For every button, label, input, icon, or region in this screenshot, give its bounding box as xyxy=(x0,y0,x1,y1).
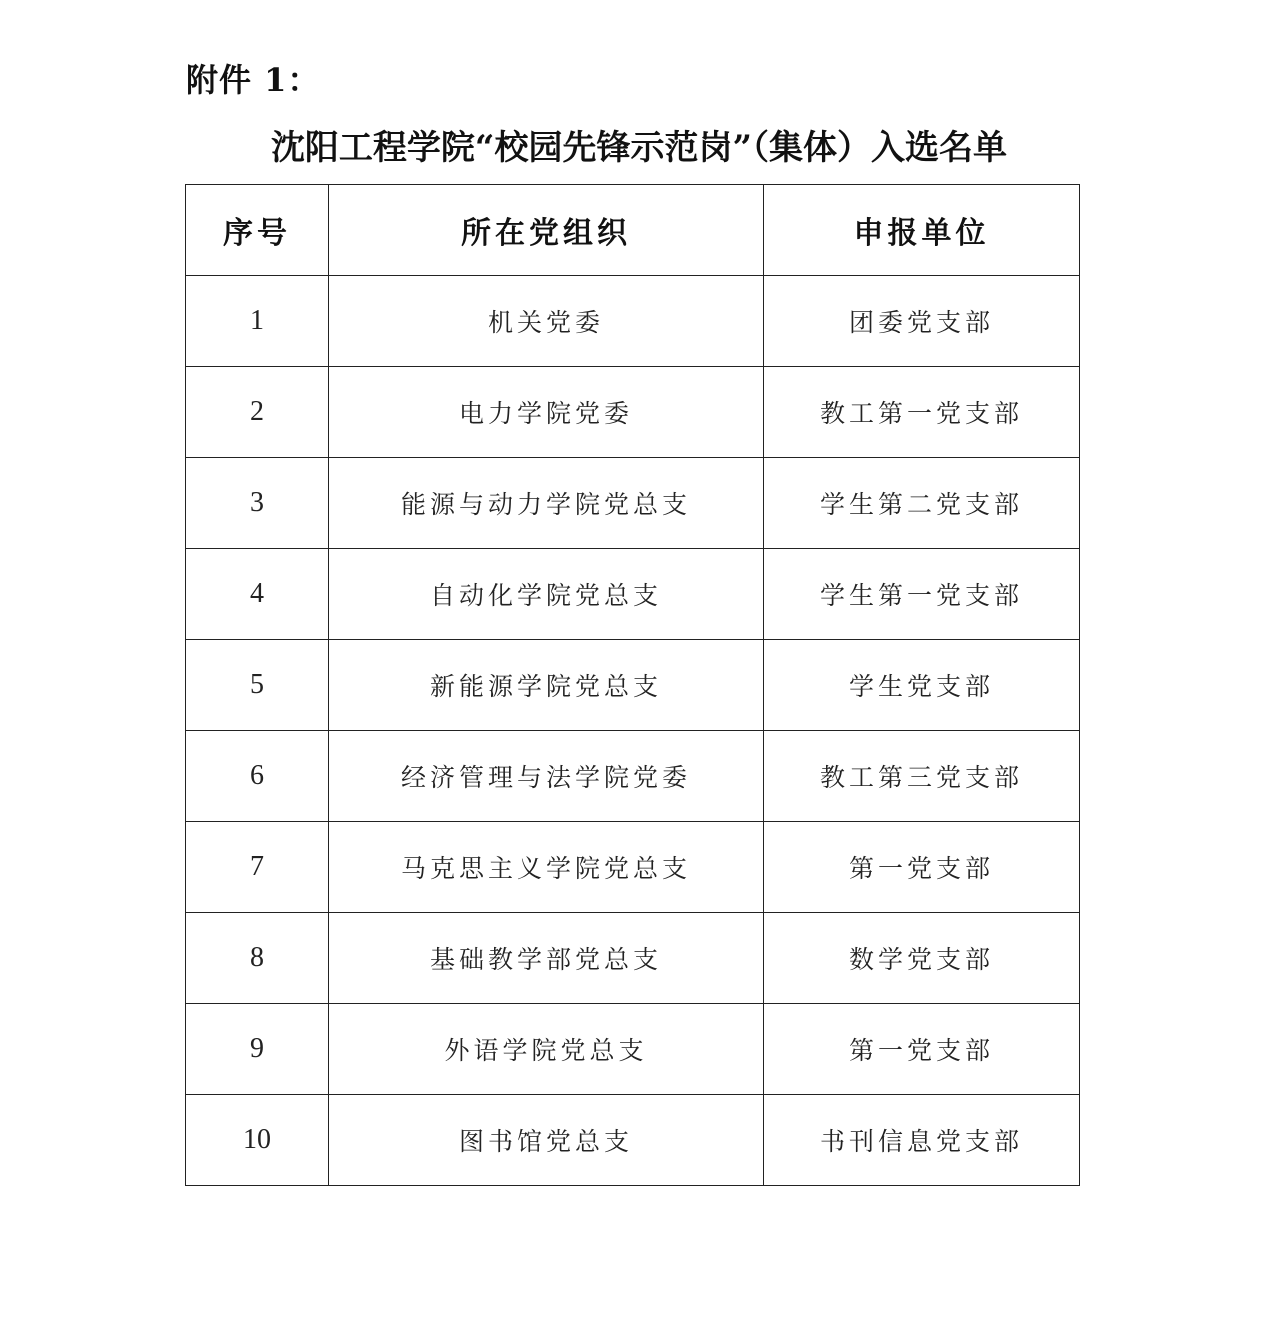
header-serial-number: 序号 xyxy=(186,185,329,276)
row-number: 3 xyxy=(186,458,329,549)
row-number: 2 xyxy=(186,367,329,458)
row-applying-unit: 书刊信息党支部 xyxy=(764,1095,1080,1186)
table-row xyxy=(186,822,1080,913)
table-header-row xyxy=(186,185,1080,276)
attachment-label: 附件 1： xyxy=(186,61,321,99)
header-party-organization: 所在党组织 xyxy=(329,185,764,276)
row-number: 7 xyxy=(186,822,329,913)
row-applying-unit: 学生第二党支部 xyxy=(764,458,1080,549)
row-number: 5 xyxy=(186,640,329,731)
row-party-organization: 马克思主义学院党总支 xyxy=(329,822,764,913)
header-applying-unit: 申报单位 xyxy=(764,185,1080,276)
row-party-organization: 机关党委 xyxy=(329,276,764,367)
table-row xyxy=(186,640,1080,731)
table-row xyxy=(186,913,1080,1004)
table-row xyxy=(186,1004,1080,1095)
row-applying-unit: 第一党支部 xyxy=(764,822,1080,913)
row-applying-unit: 学生党支部 xyxy=(764,640,1080,731)
table-row xyxy=(186,731,1080,822)
row-party-organization: 经济管理与法学院党委 xyxy=(329,731,764,822)
row-applying-unit: 教工第三党支部 xyxy=(764,731,1080,822)
table-row xyxy=(186,1095,1080,1186)
document-title: 沈阳工程学院“校园先锋示范岗”（集体）入选名单 xyxy=(270,128,1008,168)
row-number: 8 xyxy=(186,913,329,1004)
row-number: 10 xyxy=(186,1095,329,1186)
row-party-organization: 电力学院党委 xyxy=(329,367,764,458)
table-row xyxy=(186,276,1080,367)
row-applying-unit: 教工第一党支部 xyxy=(764,367,1080,458)
row-applying-unit: 团委党支部 xyxy=(764,276,1080,367)
row-party-organization: 图书馆党总支 xyxy=(329,1095,764,1186)
table-row xyxy=(186,458,1080,549)
row-number: 6 xyxy=(186,731,329,822)
table-row xyxy=(186,549,1080,640)
row-party-organization: 外语学院党总支 xyxy=(329,1004,764,1095)
row-applying-unit: 学生第一党支部 xyxy=(764,549,1080,640)
row-party-organization: 自动化学院党总支 xyxy=(329,549,764,640)
table-row xyxy=(186,367,1080,458)
row-party-organization: 能源与动力学院党总支 xyxy=(329,458,764,549)
row-party-organization: 基础教学部党总支 xyxy=(329,913,764,1004)
row-number: 1 xyxy=(186,276,329,367)
row-party-organization: 新能源学院党总支 xyxy=(329,640,764,731)
row-applying-unit: 第一党支部 xyxy=(764,1004,1080,1095)
row-number: 4 xyxy=(186,549,329,640)
row-applying-unit: 数学党支部 xyxy=(764,913,1080,1004)
selection-list-table xyxy=(185,184,1080,1186)
row-number: 9 xyxy=(186,1004,329,1095)
